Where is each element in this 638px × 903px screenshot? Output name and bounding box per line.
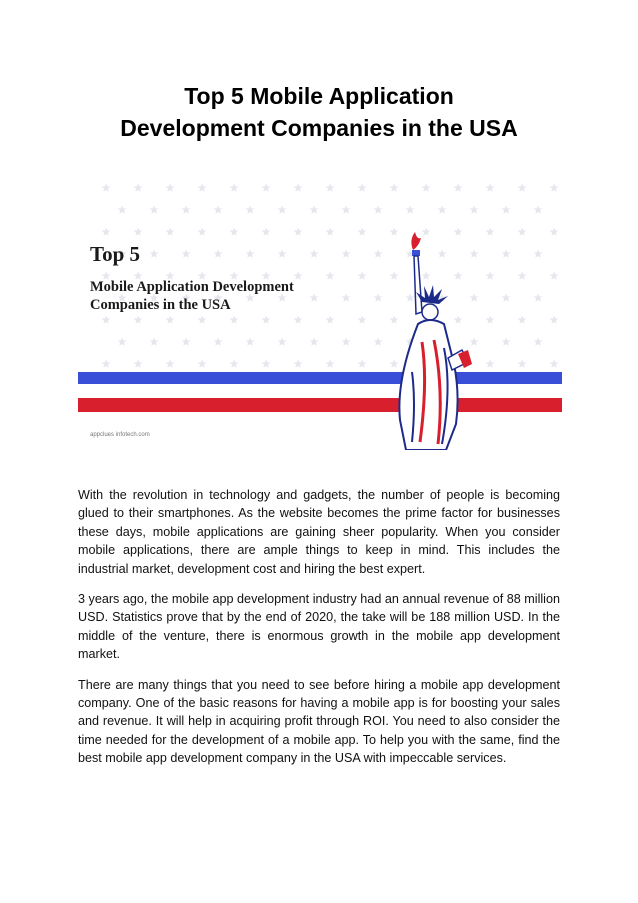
star-icon	[230, 316, 239, 324]
star-icon	[326, 360, 335, 368]
star-icon	[294, 184, 303, 192]
star-icon	[390, 272, 399, 280]
star-icon	[262, 316, 271, 324]
star-icon	[134, 228, 143, 236]
star-icon	[310, 206, 319, 214]
star-icon	[134, 184, 143, 192]
star-icon	[182, 338, 191, 346]
star-icon	[150, 338, 159, 346]
star-icon	[422, 228, 431, 236]
star-icon	[390, 184, 399, 192]
star-icon	[278, 338, 287, 346]
star-icon	[166, 184, 175, 192]
star-icon	[278, 206, 287, 214]
star-icon	[294, 316, 303, 324]
star-icon	[150, 206, 159, 214]
star-icon	[182, 206, 191, 214]
document-title	[40, 80, 598, 144]
star-icon	[214, 250, 223, 258]
star-icon	[374, 338, 383, 346]
star-pattern	[102, 184, 559, 368]
star-icon	[438, 250, 447, 258]
star-icon	[342, 338, 351, 346]
paragraph-3: There are many things that you need to see before hiring a mobile app development company. One of the basic reasons for having a mobile app is for boosting your sales and revenue. It will help in acquiring profit through ROI. You need to also consider the time needed for the development of a mobile app. To help you with the same, find the best mobile app development company in the USA with impeccable services.	[78, 677, 560, 766]
banner-subtitle-line-2: Companies in the USA	[90, 297, 231, 313]
star-icon	[182, 250, 191, 258]
star-icon	[422, 272, 431, 280]
star-icon	[102, 184, 111, 192]
banner-subtitle	[90, 278, 380, 314]
star-icon	[246, 250, 255, 258]
star-icon	[470, 250, 479, 258]
star-icon	[358, 360, 367, 368]
star-icon	[486, 360, 495, 368]
star-icon	[550, 228, 559, 236]
star-icon	[358, 316, 367, 324]
star-icon	[486, 316, 495, 324]
paragraph-2: 3 years ago, the mobile app development industry had an annual revenue of 88 million USD. Statistics prove that by the end of 2020, the take will be 188 million USD. In the middle of the venture, there is enormous growth in the mobile app development market.	[78, 592, 560, 662]
banner-image	[78, 172, 562, 450]
star-icon	[390, 228, 399, 236]
title-line-2: Development Companies in the USA	[120, 115, 518, 141]
star-icon	[214, 338, 223, 346]
star-icon	[246, 338, 255, 346]
star-icon	[534, 338, 543, 346]
title-line-1: Top 5 Mobile Application	[184, 83, 454, 109]
star-icon	[278, 250, 287, 258]
star-icon	[198, 360, 207, 368]
star-icon	[486, 228, 495, 236]
star-icon	[198, 228, 207, 236]
banner-subtitle-line-1: Mobile Application Development	[90, 279, 294, 295]
star-icon	[550, 316, 559, 324]
star-icon	[118, 338, 127, 346]
star-icon	[134, 360, 143, 368]
star-icon	[198, 316, 207, 324]
star-icon	[438, 206, 447, 214]
star-icon	[230, 228, 239, 236]
star-icon	[502, 338, 511, 346]
star-icon	[406, 206, 415, 214]
star-icon	[150, 250, 159, 258]
star-icon	[470, 206, 479, 214]
star-icon	[342, 250, 351, 258]
star-icon	[518, 360, 527, 368]
star-icon	[454, 228, 463, 236]
star-icon	[518, 272, 527, 280]
star-icon	[422, 184, 431, 192]
star-icon	[102, 360, 111, 368]
star-icon	[502, 294, 511, 302]
star-icon	[550, 360, 559, 368]
star-icon	[502, 206, 511, 214]
star-icon	[214, 206, 223, 214]
star-icon	[102, 316, 111, 324]
star-icon	[550, 272, 559, 280]
star-icon	[470, 294, 479, 302]
star-icon	[470, 338, 479, 346]
star-icon	[486, 184, 495, 192]
star-icon	[230, 360, 239, 368]
star-icon	[166, 360, 175, 368]
paragraph-1: With the revolution in technology and gadgets, the number of people is becoming glued to their smartphones. As the website becomes the prime factor for businesses these days, mobile applications are gaining sheer popularity. When you consider mobile applications, there are ample things to keep in mind. This includes the industrial market, development cost and hiring the best expert.	[78, 488, 560, 576]
star-icon	[406, 294, 415, 302]
star-icon	[390, 360, 399, 368]
star-icon	[294, 360, 303, 368]
star-icon	[166, 316, 175, 324]
star-icon	[390, 316, 399, 324]
banner-website: appclues infotech.com	[90, 432, 150, 438]
banner-heading: Top 5	[90, 242, 141, 266]
star-icon	[518, 316, 527, 324]
star-icon	[262, 184, 271, 192]
star-icon	[166, 228, 175, 236]
star-icon	[358, 228, 367, 236]
star-icon	[518, 184, 527, 192]
star-icon	[374, 250, 383, 258]
star-icon	[534, 250, 543, 258]
star-icon	[454, 272, 463, 280]
star-icon	[454, 184, 463, 192]
star-icon	[550, 184, 559, 192]
blue-stripe	[78, 372, 562, 384]
star-icon	[374, 206, 383, 214]
star-icon	[534, 206, 543, 214]
star-icon	[534, 294, 543, 302]
star-icon	[342, 206, 351, 214]
star-icon	[326, 316, 335, 324]
star-icon	[454, 316, 463, 324]
star-icon	[326, 228, 335, 236]
star-icon	[262, 228, 271, 236]
star-icon	[198, 184, 207, 192]
star-icon	[118, 206, 127, 214]
star-icon	[134, 316, 143, 324]
star-icon	[230, 184, 239, 192]
star-icon	[326, 184, 335, 192]
white-stripe	[78, 384, 562, 398]
star-icon	[502, 250, 511, 258]
star-icon	[246, 206, 255, 214]
star-icon	[310, 250, 319, 258]
red-stripe	[78, 398, 562, 412]
star-icon	[102, 228, 111, 236]
star-icon	[310, 338, 319, 346]
star-icon	[358, 184, 367, 192]
article-body	[78, 486, 560, 780]
star-icon	[518, 228, 527, 236]
star-icon	[486, 272, 495, 280]
star-icon	[294, 228, 303, 236]
star-icon	[262, 360, 271, 368]
